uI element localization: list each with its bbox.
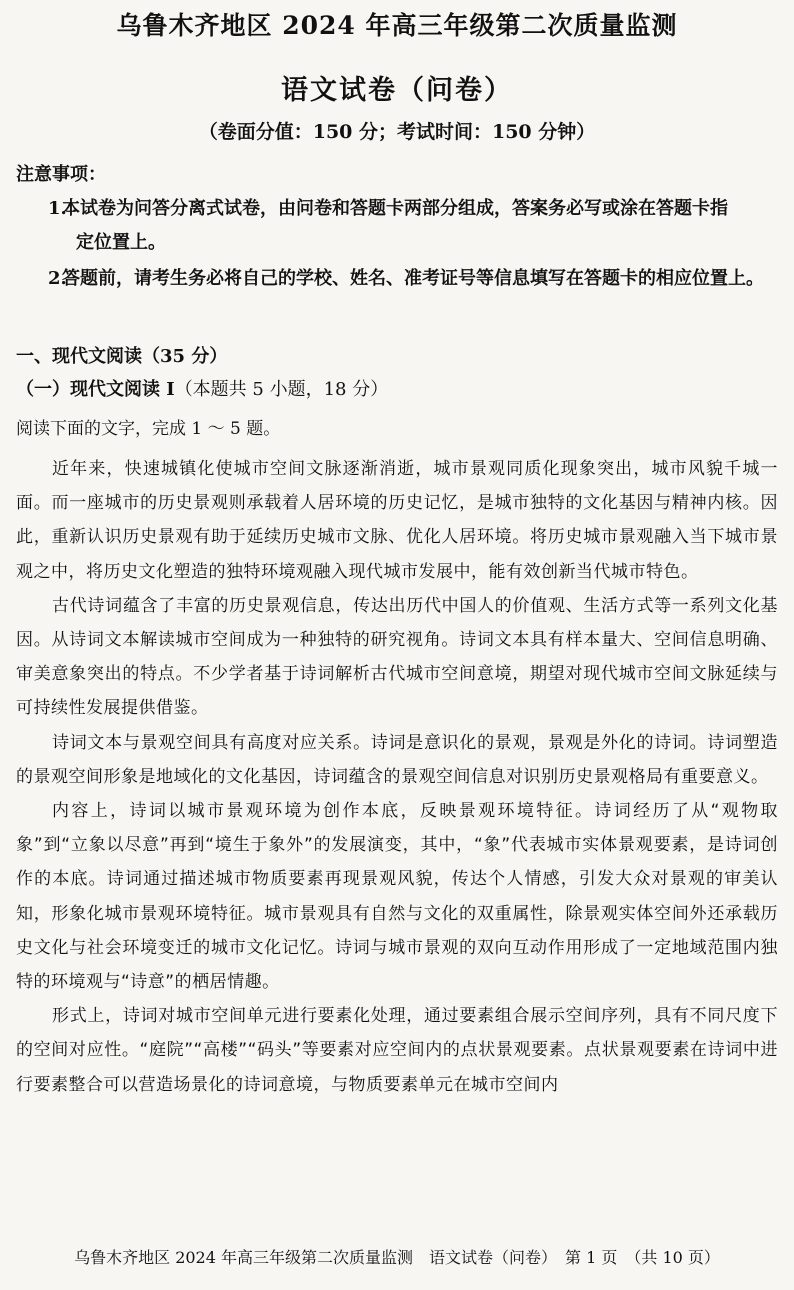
page-footer: 乌鲁木齐地区 2024 年高三年级第二次质量监测 语文试卷（问卷） 第 1 页 （共 10 页） — [74, 1248, 720, 1267]
score-time-info: （卷面分值：150 分；考试时间：150 分钟） — [198, 121, 596, 143]
notice-item-number: 1. — [48, 198, 67, 219]
notice-item-1 — [48, 192, 784, 260]
subsection-title — [16, 375, 388, 401]
passage-paragraph: 内容上，诗词以城市景观环境为创作本底，反映景观环境特征。诗词经历了从“观物取象”到“立象以尽意”再到“境生于象外”的发展演变，其中，“象”代表城市实体景观要素，是诗词创作的本底。诗词通过描述城市物质要素再现景观风貌，传达个人情感，引发大众对景观的审美认知，形象化城市景观环境特征。城市景观具有自然与文化的双重属性，除景观实体空间外还承载历史文化与社会环境变迁的城市文化记忆。诗词与城市景观的双向互动作用形成了一定地域范围内独特的环境观与“诗意”的栖居情趣。 — [16, 801, 778, 993]
notice-item-text: 本试卷为问答分离式试卷，由问卷和答题卡两部分组成，答案务必写或涂在答题卡指 — [62, 198, 728, 219]
subsection-note: （本题共 5 小题，18 分） — [174, 379, 389, 400]
passage-paragraph: 近年来，快速城镇化使城市空间文脉逐渐消逝，城市景观同质化现象突出，城市风貌千城一面。而一座城市的历史景观则承载着人居环境的历史记忆，是城市独特的文化基因与精神内核。因此，重新认识历史景观有助于延续历史城市文脉、优化人居环境。将历史城市景观融入当下城市景观之中，将历史文化塑造的独特环境观融入现代城市发展中，能有效创新当代城市特色。 — [16, 459, 778, 582]
notice-item-number: 2. — [48, 268, 67, 289]
reading-instruction: 阅读下面的文字，完成 1 ～ 5 题。 — [16, 419, 281, 439]
notice-item-2 — [48, 262, 784, 296]
reading-passage — [16, 452, 778, 1102]
passage-paragraph: 古代诗词蕴含了丰富的历史景观信息，传达出历代中国人的价值观、生活方式等一系列文化基因。从诗词文本解读城市空间成为一种独特的研究视角。诗词文本具有样本量大、空间信息明确、审美意象突出的特点。不少学者基于诗词解析古代城市空间意境，期望对现代城市空间文脉延续与可持续性发展提供借鉴。 — [16, 595, 778, 719]
notice-item-continuation: 定位置上。 — [76, 232, 166, 253]
passage-paragraph: 诗词文本与景观空间具有高度对应关系。诗词是意识化的景观，景观是外化的诗词。诗词塑造的景观空间形象是地域化的文化基因，诗词蕴含的景观空间信息对识别历史景观格局有重要意义。 — [16, 732, 778, 787]
passage-paragraph: 形式上，诗词对城市空间单元进行要素化处理，通过要素组合展示空间序列，具有不同尺度下的空间对应性。“庭院”“高楼”“码头”等要素对应空间内的点状景观要素。点状景观要素在诗词中进行要素整合可以营造场景化的诗词意境，与物质要素单元在城市空间内 — [16, 1006, 778, 1095]
subsection-name: （一）现代文阅读 I — [16, 379, 175, 400]
notice-title: 注意事项： — [16, 164, 106, 185]
subject-title: 语文试卷（问卷） — [281, 75, 513, 106]
notice-item-text: 答题前，请考生务必将自己的学校、姓名、准考证号等信息填写在答题卡的相应位置上。 — [62, 268, 764, 289]
exam-title: 乌鲁木齐地区 2024 年高三年级第二次质量监测 — [116, 11, 678, 40]
section-title: 一、现代文阅读（35 分） — [16, 346, 228, 367]
